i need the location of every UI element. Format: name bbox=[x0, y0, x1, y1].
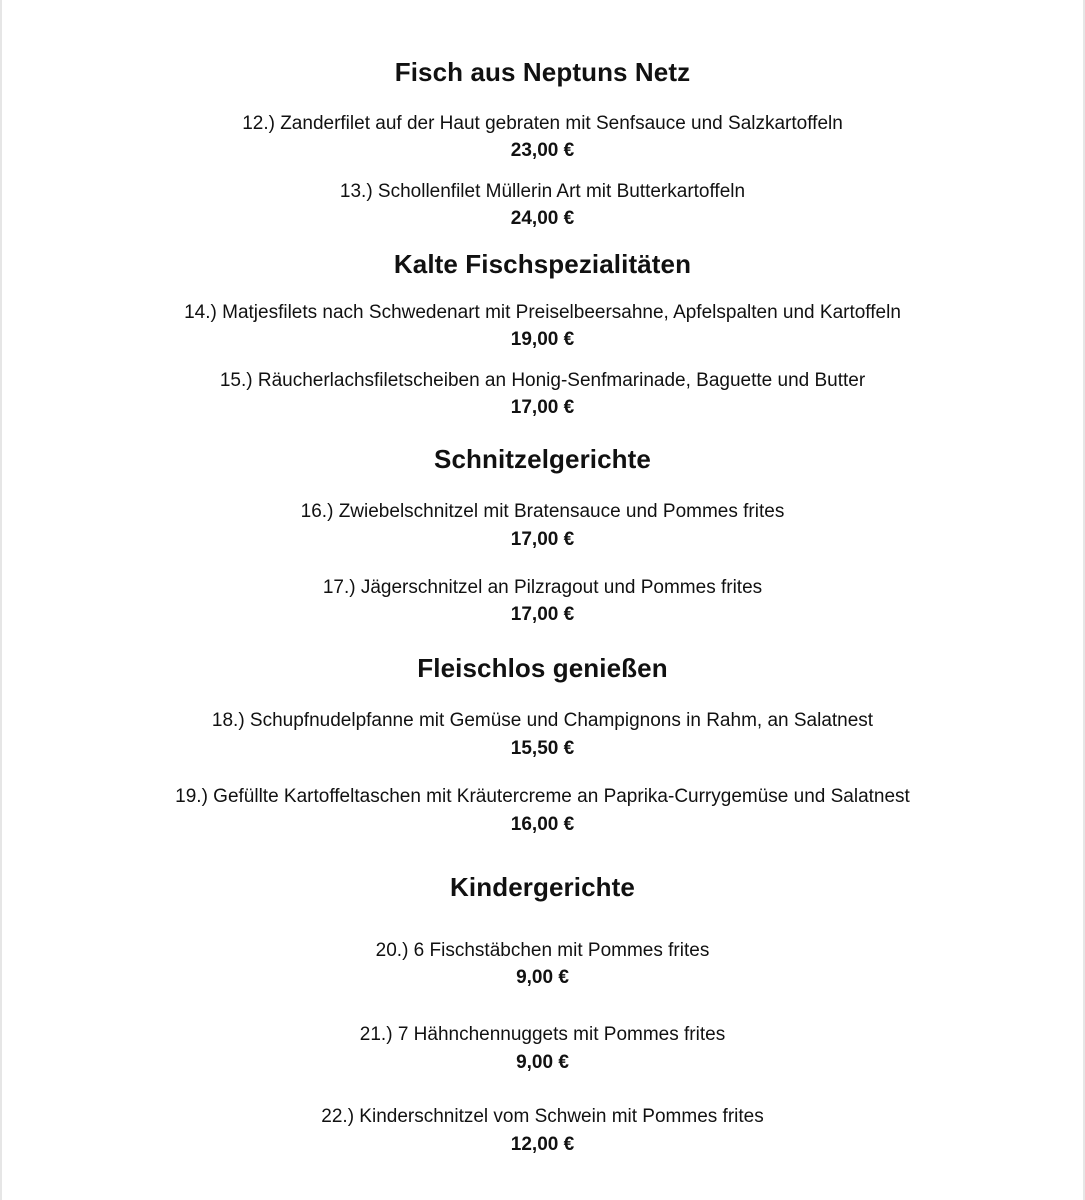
menu-item-22-name: 22.) Kinderschnitzel vom Schwein mit Pommes frites bbox=[321, 1106, 764, 1127]
menu-item-15-name: 15.) Räucherlachsfiletscheiben an Honig-Senfmarinade, Baguette und Butter bbox=[219, 370, 866, 391]
menu-item-14-name: 14.) Matjesfilets nach Schwedenart mit Preiselbeersahne, Apfelspalten und Kartoffeln bbox=[184, 302, 901, 323]
menu-item-20-price: 9,00 € bbox=[516, 967, 569, 988]
menu-item-21-price: 9,00 € bbox=[516, 1052, 569, 1073]
page-border-left bbox=[0, 0, 2, 1200]
menu-item-20-name: 20.) 6 Fischstäbchen mit Pommes frites bbox=[375, 940, 710, 961]
menu-item-13-name: 13.) Schollenfilet Müllerin Art mit Butterkartoffeln bbox=[339, 181, 746, 202]
section-title-fisch: Fisch aus Neptuns Netz bbox=[394, 57, 691, 87]
menu-item-16-price: 17,00 € bbox=[510, 529, 575, 550]
menu-item-19-name: 19.) Gefüllte Kartoffeltaschen mit Kräutercreme an Paprika-Currygemüse und Salatnest bbox=[175, 786, 910, 807]
menu-item-12-name: 12.) Zanderfilet auf der Haut gebraten mit Senfsauce und Salzkartoffeln bbox=[242, 113, 843, 134]
section-title-kalte-fisch: Kalte Fischspezialitäten bbox=[393, 249, 692, 279]
menu-item-18-price: 15,50 € bbox=[510, 738, 575, 759]
menu-item-19-price: 16,00 € bbox=[510, 814, 575, 835]
menu-item-17-name: 17.) Jägerschnitzel an Pilzragout und Pommes frites bbox=[322, 577, 763, 598]
menu-item-22-price: 12,00 € bbox=[510, 1134, 575, 1155]
section-title-schnitzel: Schnitzelgerichte bbox=[434, 444, 651, 474]
menu-item-14-price: 19,00 € bbox=[510, 329, 575, 350]
menu-item-13-price: 24,00 € bbox=[510, 208, 575, 229]
section-title-fleischlos: Fleischlos genießen bbox=[417, 653, 668, 683]
menu-item-17-price: 17,00 € bbox=[510, 604, 575, 625]
menu-item-15-price: 17,00 € bbox=[510, 397, 575, 418]
menu-item-21-name: 21.) 7 Hähnchennuggets mit Pommes frites bbox=[359, 1024, 726, 1045]
menu-item-12-price: 23,00 € bbox=[510, 140, 575, 161]
menu-item-18-name: 18.) Schupfnudelpfanne mit Gemüse und Champignons in Rahm, an Salatnest bbox=[211, 710, 874, 731]
menu-item-16-name: 16.) Zwiebelschnitzel mit Bratensauce und Pommes frites bbox=[300, 501, 785, 522]
section-title-kindergerichte: Kindergerichte bbox=[450, 872, 635, 902]
